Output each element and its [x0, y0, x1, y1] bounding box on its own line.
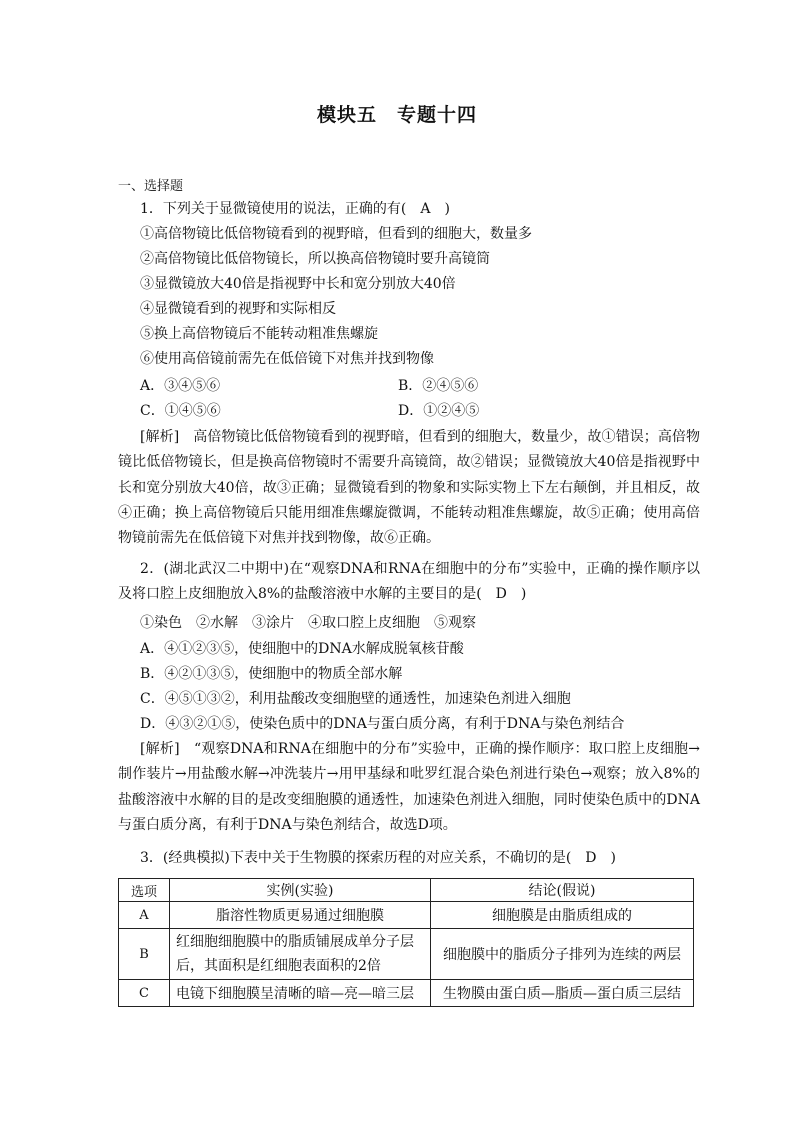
q1-item-3: ③显微镜放大40倍是指视野中长和宽分别放大40倍 — [140, 276, 456, 292]
table-cell: A — [119, 902, 170, 929]
table-header-cell: 实例(实验) — [170, 879, 431, 902]
q2-stem-text: 2．(湖北武汉二中期中)在“观察DNA和RNA在细胞中的分布”实验中，正确的操作顺序以及将口腔上皮细胞放入8%的盐酸溶液中水解的主要目的是( D ) — [118, 561, 700, 603]
table-row — [119, 980, 694, 1007]
q1-item-5: ⑤换上高倍物镜后不能转动粗准焦螺旋 — [140, 326, 378, 342]
q2-option-c: C．④⑤①③②，利用盐酸改变细胞壁的通透性，加速染色剂进入细胞 — [140, 691, 571, 707]
q3-table — [118, 878, 694, 1007]
page-title: 模块五 专题十四 — [316, 104, 477, 126]
q3-stem: 3．(经典模拟)下表中关于生物膜的探索历程的对应关系，不确切的是( D ) — [140, 850, 616, 866]
q1-option-b: B．②④⑤⑥ — [398, 378, 479, 394]
table-header-row — [119, 879, 694, 902]
q1-analysis-text: [解析] 高倍物镜比低倍物镜看到的视野暗，但看到的细胞大，数量少，故①错误；高倍物镜比低倍物镜长，但是换高倍物镜时不需要升高镜筒，故②错误；显微镜放大40倍是指视野中长和宽分别放大40倍，故③正确；显微镜看到的物象和实际实物上下左右颠倒，并且相反，故④正确；换上高倍物镜后只能用细准焦螺旋微调，不能转动粗准焦螺旋，故⑤正确；使用高倍物镜前需先在低倍镜下对焦并找到物像，故⑥正确。 — [118, 429, 700, 547]
table-header-cell: 结论(假说) — [431, 879, 694, 902]
table-cell: 细胞膜是由脂质组成的 — [431, 902, 694, 929]
q1-item-6: ⑥使用高倍镜前需先在低倍镜下对焦并找到物像 — [140, 351, 434, 367]
q2-option-b: B．④②①③⑤，使细胞中的物质全部水解 — [140, 666, 403, 682]
q1-stem: 1．下列关于显微镜使用的说法，正确的有( A ) — [140, 201, 450, 217]
q1-item-2: ②高倍物镜比低倍物镜长，所以换高倍物镜时要升高镜筒 — [140, 251, 490, 267]
q1-option-d: D．①②④⑤ — [398, 403, 480, 419]
table-header-cell: 选项 — [119, 879, 170, 902]
q1-item-4: ④显微镜看到的视野和实际相反 — [140, 301, 336, 317]
table-cell: 红细胞细胞膜中的脂质铺展成单分子层后，其面积是红细胞表面积的2倍 — [170, 929, 431, 980]
q1-option-a: A．③④⑤⑥ — [140, 378, 221, 394]
q2-option-d: D．④③②①⑤，使染色质中的DNA与蛋白质分离，有利于DNA与染色剂结合 — [140, 716, 625, 732]
q2-analysis-text: [解析] “观察DNA和RNA在细胞中的分布”实验中，正确的操作顺序：取口腔上皮细胞→制作装片→用盐酸水解→冲洗装片→用甲基绿和吡罗红混合染色剂进行染色→观察；放入8%的盐酸溶液中水解的目的是改变细胞膜的通透性，加速染色剂进入细胞，同时使染色质中的DNA与蛋白质分离，有利于DNA与染色剂结合，故选D项。 — [118, 741, 700, 833]
table-cell: B — [119, 929, 170, 980]
table-cell: 脂溶性物质更易通过细胞膜 — [170, 902, 431, 929]
q1-analysis — [118, 425, 700, 551]
q2-steps: ①染色 ②水解 ③涂片 ④取口腔上皮细胞 ⑤观察 — [140, 615, 476, 631]
table-cell: 生物膜由蛋白质—脂质—蛋白质三层结 — [431, 980, 694, 1007]
q2-option-a: A．④①②③⑤，使细胞中的DNA水解成脱氧核苷酸 — [140, 641, 464, 657]
q1-item-1: ①高倍物镜比低倍物镜看到的视野暗，但看到的细胞大，数量多 — [140, 226, 532, 242]
section-heading: 一、选择题 — [118, 179, 184, 194]
table-row — [119, 902, 694, 929]
table-cell: 细胞膜中的脂质分子排列为连续的两层 — [431, 929, 694, 980]
table-cell: 电镜下细胞膜呈清晰的暗—亮—暗三层 — [170, 980, 431, 1007]
q2-stem — [118, 557, 700, 608]
q1-option-c: C．①④⑤⑥ — [140, 403, 221, 419]
table-row — [119, 929, 694, 980]
table-cell: C — [119, 980, 170, 1007]
q2-analysis — [118, 737, 700, 838]
